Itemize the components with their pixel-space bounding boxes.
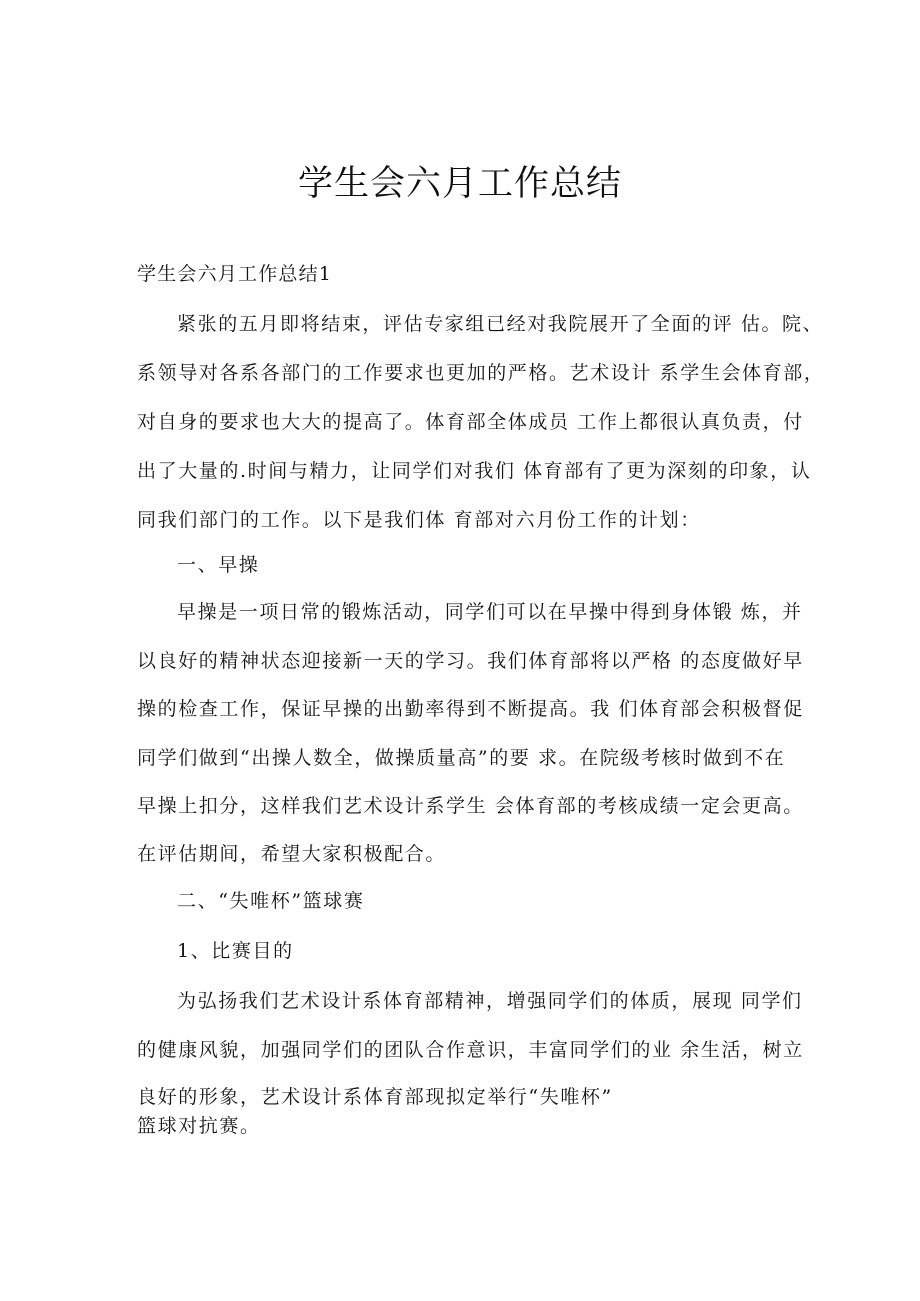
section-heading: 一、早操	[177, 554, 260, 576]
paragraph-line: 对自身的要求也大大的提高了。体育部全体成员 工作上都很认真负责，付	[137, 411, 804, 433]
document-title: 学生会六月工作总结	[297, 164, 622, 204]
paragraph-line: 出了大量的.时间与精力，让同学们对我们 体育部有了更为深刻的印象，认	[137, 460, 812, 482]
paragraph-line: 在评估期间，希望大家积极配合。	[137, 843, 447, 865]
subsection-heading: 1、比赛目的	[177, 940, 294, 962]
paragraph-line: 同我们部门的工作。以下是我们体 育部对六月份工作的计划：	[137, 509, 701, 531]
paragraph-line: 系领导对各系各部门的工作要求也更加的严格。艺术设计 系学生会体育部，	[137, 362, 825, 384]
paragraph-line: 紧张的五月即将结束，评估专家组已经对我院展开了全面的评 估。院、	[177, 313, 824, 335]
paragraph-line: 操的检查工作，保证早操的出勤率得到不断提高。我 们体育部会积极督促	[137, 698, 804, 720]
section-heading: 二、“失唯杯”篮球赛	[177, 890, 365, 912]
paragraph-line: 早操上扣分，这样我们艺术设计系学生 会体育部的考核成绩一定会更高。	[137, 795, 804, 817]
paragraph-line: 为弘扬我们艺术设计系体育部精神，增强同学们的体质，展现 同学们	[177, 990, 803, 1012]
paragraph-line: 早操是一项日常的锻炼活动，同学们可以在早操中得到身体锻 炼，并	[177, 601, 803, 623]
paragraph-line: 良好的形象，艺术设计系体育部现拟定举行“失唯杯”	[137, 1086, 613, 1108]
paragraph-line: 同学们做到“出操人数全，做操质量高”的要 求。在院级考核时做到不在	[137, 747, 786, 769]
document-subtitle: 学生会六月工作总结1	[137, 263, 333, 285]
paragraph-line: 的健康风貌，加强同学们的团队合作意识，丰富同学们的业 余生活，树立	[137, 1039, 804, 1061]
paragraph-line: 以良好的精神状态迎接新一天的学习。我们体育部将以严格 的态度做好早	[137, 650, 804, 672]
paragraph-line: 篮球对抗赛。	[137, 1115, 261, 1137]
